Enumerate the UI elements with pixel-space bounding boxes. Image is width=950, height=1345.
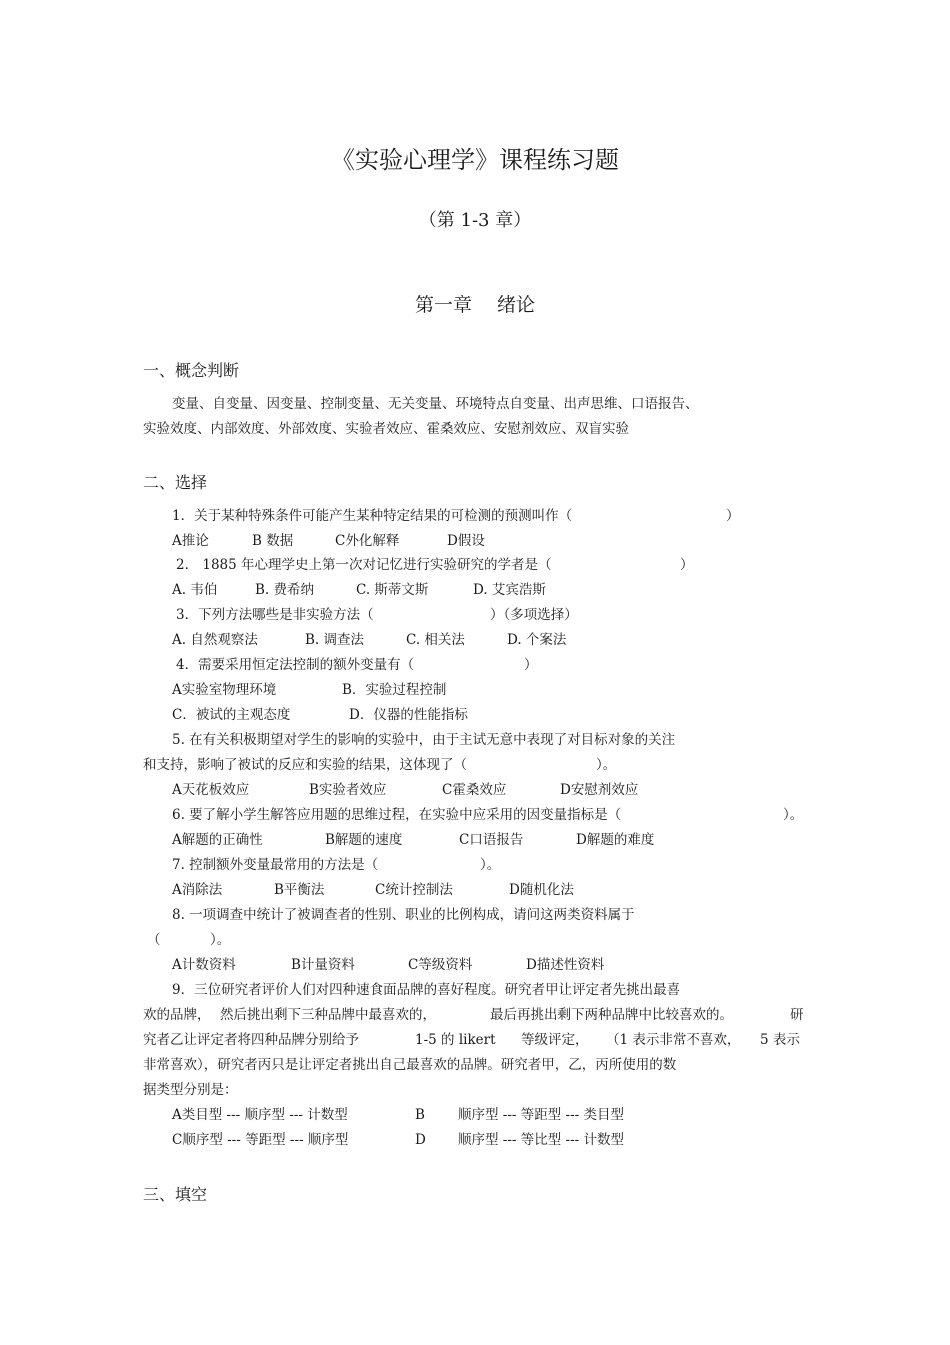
- chapter-heading: 第一章 绪论: [414, 294, 536, 316]
- q4-option-b: B．实验过程控制: [342, 682, 447, 698]
- question-3-stem: 3．下列方法哪些是非实验方法（: [176, 607, 374, 623]
- question-9-line-1: 9．三位研究者评价人们对四种速食面品牌的喜好程度。研究者甲让评定者先挑出最喜: [172, 982, 681, 998]
- q4-option-a: A实验室物理环境: [172, 682, 277, 698]
- q7-option-a: A消除法: [172, 882, 223, 898]
- question-8-close: ）。: [210, 932, 231, 948]
- q5-option-c: C霍桑效应: [442, 782, 507, 798]
- page-subtitle: （第 1-3 章）: [418, 210, 532, 231]
- question-3-close: ）（多项选择）: [490, 607, 578, 623]
- question-9-line-2a: 欢的品牌，: [143, 1007, 211, 1023]
- q2-option-a: A. 韦伯: [172, 582, 218, 598]
- q1-option-a: A推论: [172, 533, 209, 549]
- q5-option-a: A天花板效应: [172, 782, 250, 798]
- q6-option-b: B解题的速度: [325, 832, 403, 848]
- q4-option-d: D．仪器的性能指标: [349, 707, 468, 723]
- q7-option-c: C统计控制法: [375, 882, 453, 898]
- question-9-line-3e: 5 表示: [760, 1032, 800, 1048]
- q7-option-d: D随机化法: [509, 882, 574, 898]
- question-6-close: ）。: [783, 807, 804, 823]
- q4-option-c: C．被试的主观态度: [172, 707, 291, 723]
- question-9-line-3b: 1-5 的 likert: [415, 1032, 496, 1048]
- q6-option-d: D解题的难度: [576, 832, 655, 848]
- concepts-line-1: 变量、自变量、因变量、控制变量、无关变量、环境特点自变量、出声思维、口语报告、: [172, 396, 699, 412]
- section-heading-choice: 二、选择: [143, 473, 208, 492]
- q6-option-c: C口语报告: [459, 832, 524, 848]
- question-5-line-2: 和支持，影响了被试的反应和实验的结果，这体现了（: [143, 757, 467, 773]
- q3-option-a: A. 自然观察法: [172, 632, 258, 648]
- q8-option-c: C等级资料: [408, 957, 473, 973]
- page-title: 《实验心理学》课程练习题: [331, 146, 619, 174]
- question-9-line-2c: 最后再挑出剩下两种品牌中比较喜欢的。: [490, 1007, 733, 1023]
- q9-option-c: C顺序型 --- 等距型 --- 顺序型: [172, 1132, 349, 1148]
- q3-option-c: C. 相关法: [406, 632, 465, 648]
- question-4-stem: 4．需要采用恒定法控制的额外变量有（: [176, 657, 415, 673]
- question-9-line-5: 据类型分别是：: [143, 1082, 238, 1098]
- q1-option-c: C外化解释: [335, 533, 400, 549]
- question-5-line-1: 5. 在有关积极期望对学生的影响的实验中，由于主试无意中表现了对目标对象的关注: [172, 732, 676, 748]
- q9-option-d-letter: D: [415, 1132, 426, 1148]
- q5-option-b: B实验者效应: [309, 782, 387, 798]
- question-7-close: ）。: [480, 857, 501, 873]
- q7-option-b: B平衡法: [274, 882, 325, 898]
- concepts-line-2: 实验效度、内部效度、外部效度、实验者效应、霍桑效应、安慰剂效应、双盲实验: [143, 421, 629, 437]
- q9-option-a: A类目型 --- 顺序型 --- 计数型: [172, 1107, 348, 1123]
- question-9-line-4: 非常喜欢），研究者丙只是让评定者挑出自己最喜欢的品牌。研究者甲，乙，丙所使用的数: [143, 1057, 677, 1073]
- question-9-line-3a: 究者乙让评定者将四种品牌分别给予: [143, 1032, 359, 1048]
- question-9-line-2d: 研: [790, 1007, 804, 1023]
- question-1-close: ）: [726, 508, 740, 524]
- section-heading-concepts: 一、概念判断: [143, 361, 240, 380]
- q8-option-a: A计数资料: [172, 957, 236, 973]
- question-4-close: ）: [524, 657, 538, 673]
- q2-option-c: C. 斯蒂文斯: [356, 582, 429, 598]
- question-9-line-3c: 等级评定，: [521, 1032, 589, 1048]
- q8-option-b: B计量资料: [291, 957, 355, 973]
- q3-option-b: B. 调查法: [305, 632, 365, 648]
- q1-option-b: B 数据: [252, 533, 294, 549]
- question-9-line-3d: （1 表示非常不喜欢，: [606, 1032, 741, 1048]
- q6-option-a: A解题的正确性: [172, 832, 263, 848]
- q2-option-d: D. 艾宾浩斯: [473, 582, 546, 598]
- question-8-line-1: 8. 一项调查中统计了被调查者的性别、职业的比例构成，请问这两类资料属于: [172, 907, 635, 923]
- q9-option-b: 顺序型 --- 等距型 --- 类目型: [458, 1107, 625, 1123]
- question-5-close: ）。: [596, 757, 617, 773]
- q9-option-b-letter: B: [415, 1107, 425, 1123]
- q1-option-d: D假设: [447, 533, 485, 549]
- question-6-stem: 6. 要了解小学生解答应用题的思维过程，在实验中应采用的因变量指标是（: [172, 807, 622, 823]
- question-9-line-2b: 然后挑出剩下三种品牌中最喜欢的，: [220, 1007, 436, 1023]
- q8-option-d: D描述性资料: [526, 957, 605, 973]
- section-heading-fill: 三、填空: [143, 1185, 208, 1204]
- question-2-stem: 2． 1885 年心理学史上第一次对记忆进行实验研究的学者是（: [176, 557, 552, 573]
- question-2-close: ）: [680, 557, 694, 573]
- question-1-stem: 1．关于某种特殊条件可能产生某种特定结果的可检测的预测叫作（: [172, 508, 573, 524]
- q2-option-b: B. 费希纳: [255, 582, 315, 598]
- question-8-open: （: [147, 932, 161, 948]
- question-7-stem: 7. 控制额外变量最常用的方法是（: [172, 857, 379, 873]
- q5-option-d: D安慰剂效应: [560, 782, 639, 798]
- q9-option-d: 顺序型 --- 等比型 --- 计数型: [458, 1132, 625, 1148]
- q3-option-d: D. 个案法: [507, 632, 567, 648]
